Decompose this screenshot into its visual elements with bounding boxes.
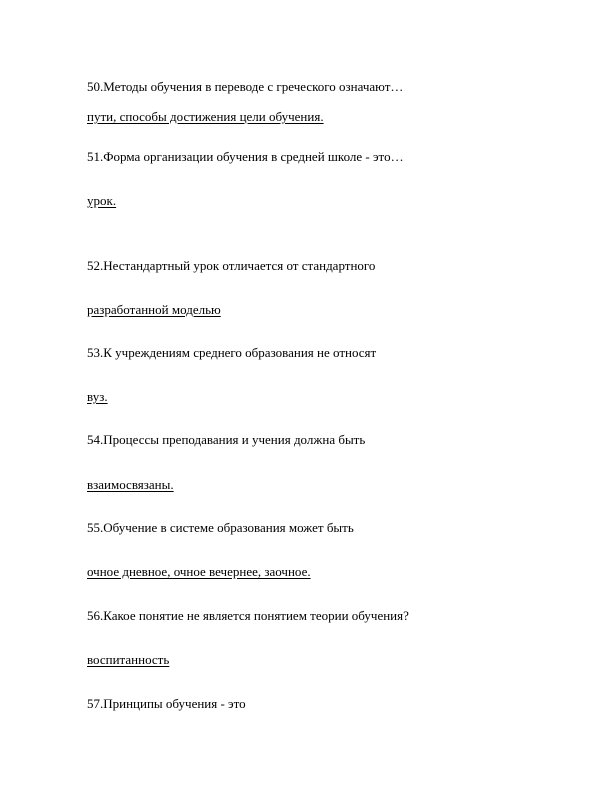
question-55: 55.Обучение в системе образования может быть: [87, 520, 354, 535]
question-53: 53.К учреждениям среднего образования не относят: [87, 345, 377, 360]
question-50: 50.Методы обучения в переводе с греческого означают…: [87, 79, 404, 94]
question-57: 57.Принципы обучения - это: [87, 696, 246, 711]
answer-51: урок.: [87, 193, 117, 208]
answer-54: взаимосвязаны.: [87, 477, 174, 492]
answer-56: воспитанность: [87, 652, 170, 667]
answer-53: вуз.: [87, 389, 108, 404]
question-51: 51.Форма организации обучения в средней школе - это…: [87, 149, 404, 164]
answer-55: очное дневное, очное вечернее, заочное.: [87, 564, 311, 579]
answer-50: пути, способы достижения цели обучения.: [87, 109, 324, 124]
question-56: 56.Какое понятие не является понятием теории обучения?: [87, 608, 409, 623]
answer-52: разработанной моделью: [87, 302, 221, 317]
question-52: 52.Нестандартный урок отличается от стандартного: [87, 258, 376, 273]
question-54: 54.Процессы преподавания и учения должна быть: [87, 432, 366, 447]
